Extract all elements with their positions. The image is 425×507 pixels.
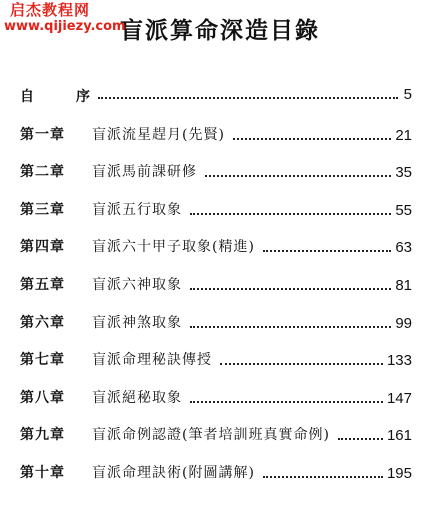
page-number: 21 xyxy=(395,126,412,144)
dot-leader xyxy=(263,250,391,252)
dot-leader xyxy=(190,288,391,290)
chapter-label: 第九章 xyxy=(20,427,65,444)
toc-row-chapter-3[interactable] xyxy=(20,193,412,231)
page-number: 133 xyxy=(386,352,412,370)
dot-leader xyxy=(98,97,398,99)
toc-row-chapter-7[interactable] xyxy=(20,343,412,381)
chapter-label: 第十章 xyxy=(20,464,65,481)
chapter-title: 盲派命例認證(筆者培訓班真實命例) xyxy=(92,427,330,444)
page-number: 99 xyxy=(395,314,412,332)
chapter-label: 自 序 xyxy=(20,89,104,105)
chapter-label: 第六章 xyxy=(20,314,65,331)
dot-leader xyxy=(190,326,391,328)
dot-leader xyxy=(205,175,391,177)
chapter-title: 盲派六神取象 xyxy=(92,276,182,293)
dot-leader xyxy=(190,401,383,403)
chapter-label: 第二章 xyxy=(20,164,65,181)
toc-row-chapter-9[interactable] xyxy=(20,418,412,456)
chapter-label: 第五章 xyxy=(20,276,65,293)
toc-row-preface[interactable] xyxy=(20,80,412,118)
page-number: 195 xyxy=(386,464,412,482)
chapter-title: 盲派命理訣術(附圖講解) xyxy=(92,464,255,481)
chapter-title: 盲派六十甲子取象(精進) xyxy=(92,239,255,256)
page-number: 63 xyxy=(395,239,412,257)
page-number: 161 xyxy=(386,427,412,445)
watermark-url: www.qijiezy.com xyxy=(4,19,126,34)
toc-row-chapter-5[interactable] xyxy=(20,268,412,306)
toc-row-chapter-4[interactable] xyxy=(20,230,412,268)
chapter-title: 盲派流星趕月(先賢) xyxy=(92,126,225,143)
dot-leader xyxy=(338,438,383,440)
chapter-title: 盲派絕秘取象 xyxy=(92,389,182,406)
dot-leader xyxy=(220,363,383,365)
chapter-label: 第一章 xyxy=(20,126,65,143)
watermark-site-name: 启杰教程网 xyxy=(10,1,91,19)
chapter-label: 第四章 xyxy=(20,239,65,256)
dot-leader xyxy=(263,476,383,478)
page-number: 35 xyxy=(395,164,412,182)
toc-row-chapter-1[interactable] xyxy=(20,118,412,156)
chapter-label: 第八章 xyxy=(20,389,65,406)
page-number: 5 xyxy=(403,86,412,103)
chapter-label: 第三章 xyxy=(20,201,65,218)
toc-row-chapter-8[interactable] xyxy=(20,381,412,419)
chapter-title: 盲派馬前課研修 xyxy=(92,164,197,181)
toc-row-chapter-10[interactable] xyxy=(20,456,412,494)
page-number: 147 xyxy=(386,389,412,407)
table-of-contents xyxy=(20,80,412,494)
chapter-label: 第七章 xyxy=(20,352,65,369)
chapter-title: 盲派命理秘訣傳授 xyxy=(92,352,212,369)
chapter-title: 盲派神煞取象 xyxy=(92,314,182,331)
page-number: 81 xyxy=(395,276,412,294)
dot-leader xyxy=(233,138,391,140)
page-title: 盲派算命深造目錄 xyxy=(120,17,320,44)
page-number: 55 xyxy=(395,201,412,219)
dot-leader xyxy=(190,213,391,215)
watermark xyxy=(4,1,126,34)
toc-row-chapter-6[interactable] xyxy=(20,306,412,344)
chapter-title: 盲派五行取象 xyxy=(92,201,182,218)
toc-row-chapter-2[interactable] xyxy=(20,155,412,193)
